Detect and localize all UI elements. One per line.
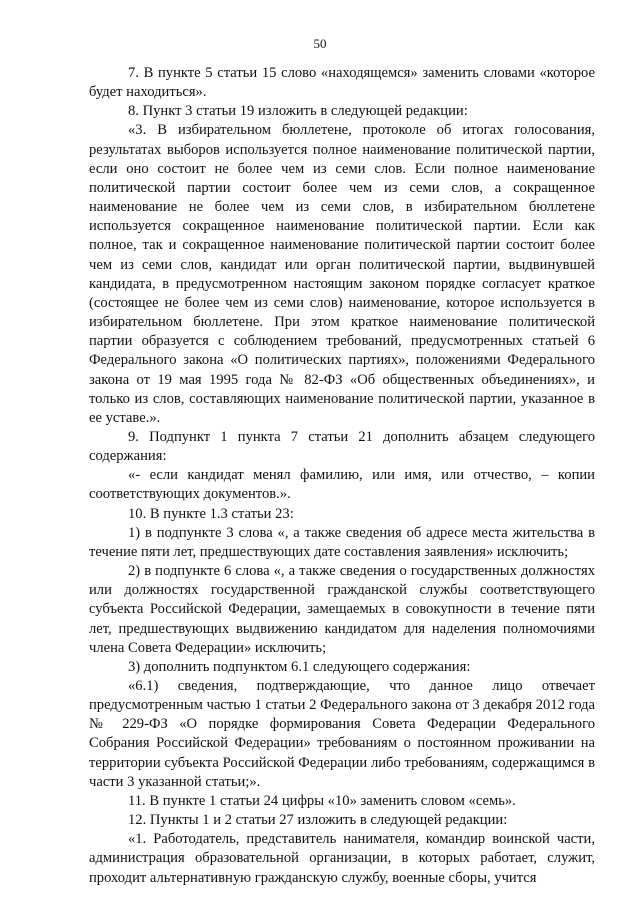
paragraph-quote-article-19: «3. В избирательном бюллетене, протоколе об итогах голосования, результатах выборов используется полное наименование политической партии, если оно состоит не более чем из семи слов. Если полное наименование политической партии состоит более чем из семи слов, а сокращенное наименование не более чем из семи слов, в избирательном бюллетене используется сокращенное наименование политической партии. Если как полное, так и сокращенное наименование политической партии состоит более чем из семи слов, кандидат или орган политической партии, выдвинувшей кандидата, в предусмотренном настоящим законом порядке согласует краткое (состоящее не более чем из семи слов) наименование, которое используется в избирательном бюллетене. При этом краткое наименование политической партии образуется с соблюдением требований, предусмотренных статьей 6 Федерального закона «О политических партиях», положениями Федерального закона от 19 мая 1995 года № 82-ФЗ «Об общественных объединениях», и только из слов, составляющих наименование политической партии, указанное в ее уставе.». [89, 122, 595, 426]
paragraph-item-10: 10. В пункте 1.3 статьи 23: [128, 505, 294, 522]
paragraph-quote-name-change: «- если кандидат менял фамилию, или имя, или отчество, – копии соответствующих документов.». [89, 467, 595, 503]
paragraph-item-12: 12. Пункты 1 и 2 статьи 27 изложить в следующей редакции: [128, 812, 508, 829]
paragraph-quote-article-27: «1. Работодатель, представитель нанимателя, командир воинской части, администрация образовательной организации, в которых работает, служит, проходит альтернативную гражданскую службу, военные сборы, учится [89, 831, 595, 886]
paragraph-subitem-1: 1) в подпункте 3 слова «, а также сведения об адресе места жительства в течение пяти лет, предшествующих дате составления заявления» исключить; [89, 524, 595, 560]
paragraph-item-9: 9. Подпункт 1 пункта 7 статьи 21 дополнить абзацем следующего содержания: [89, 428, 595, 465]
paragraph-quote-6-1: «6.1) сведения, подтверждающие, что данное лицо отвечает предусмотренным частью 1 статьи 2 Федерального закона от 3 декабря 2012 года № 229-ФЗ «О порядке формирования Совета Федерации Федерального Собрания Российской Федерации» требованиям о постоянном проживании на территории субъекта Российской Федерации либо требованиям, содержащимся в части 3 указанной статьи;». [89, 678, 595, 790]
paragraph-subitem-3: 3) дополнить подпунктом 6.1 следующего содержания: [128, 658, 471, 675]
page-number: 50 [313, 36, 327, 51]
paragraph-item-8: 8. Пункт 3 статьи 19 изложить в следующей редакции: [128, 103, 468, 120]
paragraph-item-11: 11. В пункте 1 статьи 24 цифры «10» заменить словом «семь». [128, 792, 516, 809]
paragraph-item-7: 7. В пункте 5 статьи 15 слово «находящемся» заменить словами «которое будет находиться». [89, 65, 595, 101]
paragraph-subitem-2: 2) в подпункте 6 слова «, а также сведения о государственных должностях или должностях государственной гражданской службы соответствующего субъекта Российской Федерации, замещаемых в совокупности в течение пяти лет, предшествующих выдвижению кандидатом для наделения полномочиями члена Совета Федерации» исключить; [89, 563, 595, 656]
document-body [89, 64, 595, 888]
